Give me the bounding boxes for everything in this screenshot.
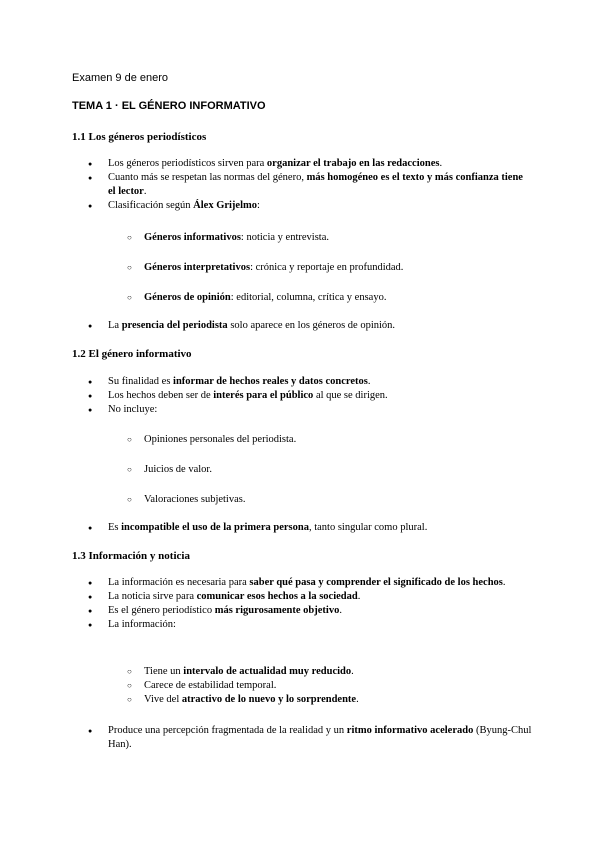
section-1-2-list (72, 375, 532, 417)
list-item: ● Su finalidad es informar de hechos reales y datos concretos. (72, 375, 532, 389)
section-1-1-sublist (72, 231, 532, 305)
section-1-1-list (72, 157, 532, 213)
section-1-3-sublist (72, 665, 532, 707)
section-1-2-list-end (72, 521, 532, 535)
sub-list-item: ○ Géneros informativos: noticia y entrevista. (72, 231, 532, 245)
section-1-3-list (72, 576, 532, 632)
section-title-1-2: 1.2 El género informativo (72, 348, 192, 360)
list-item: ● Es el género periodístico más rigurosamente objetivo. (72, 604, 532, 618)
section-title-1-1: 1.1 Los géneros periodísticos (72, 131, 207, 143)
sub-list-item: ○ Juicios de valor. (72, 463, 532, 477)
list-item: ● La presencia del periodista solo aparece en los géneros de opinión. (72, 319, 532, 333)
list-item: ● La información es necesaria para saber qué pasa y comprender el significado de los hechos. (72, 576, 532, 590)
section-1-3-list-end (72, 724, 532, 752)
sub-list-item: ○ Tiene un intervalo de actualidad muy reducido. (72, 665, 532, 679)
exam-date-header: Examen 9 de enero (72, 72, 169, 84)
sub-list-item: ○ Vive del atractivo de lo nuevo y lo sorprendente. (72, 693, 532, 707)
list-item: ● La noticia sirve para comunicar esos hechos a la sociedad. (72, 590, 532, 604)
sub-list-item: ○ Carece de estabilidad temporal. (72, 679, 532, 693)
list-item: ● Los géneros periodísticos sirven para organizar el trabajo en las redacciones. (72, 157, 532, 171)
sub-list-item: ○ Opiniones personales del periodista. (72, 433, 532, 447)
sub-list-item: ○ Géneros de opinión: editorial, columna, crítica y ensayo. (72, 291, 532, 305)
list-item: ● No incluye: (72, 403, 532, 417)
list-item: ● Los hechos deben ser de interés para el público al que se dirigen. (72, 389, 532, 403)
list-item: ● Clasificación según Álex Grijelmo: (72, 199, 532, 213)
sub-list-item: ○ Valoraciones subjetivas. (72, 493, 532, 507)
section-title-1-3: 1.3 Información y noticia (72, 550, 190, 562)
topic-title: TEMA 1 · EL GÉNERO INFORMATIVO (72, 100, 266, 112)
list-item: ● La información: (72, 618, 532, 632)
section-1-2-sublist (72, 433, 532, 507)
sub-list-item: ○ Géneros interpretativos: crónica y reportaje en profundidad. (72, 261, 532, 275)
section-1-1-list-end (72, 319, 532, 333)
list-item: ● Es incompatible el uso de la primera persona, tanto singular como plural. (72, 521, 532, 535)
list-item: ● Cuanto más se respetan las normas del género, más homogéneo es el texto y más confianza tiene el lector. (72, 171, 532, 199)
list-item: ● Produce una percepción fragmentada de la realidad y un ritmo informativo acelerado (Byung-Chul Han). (72, 724, 532, 752)
